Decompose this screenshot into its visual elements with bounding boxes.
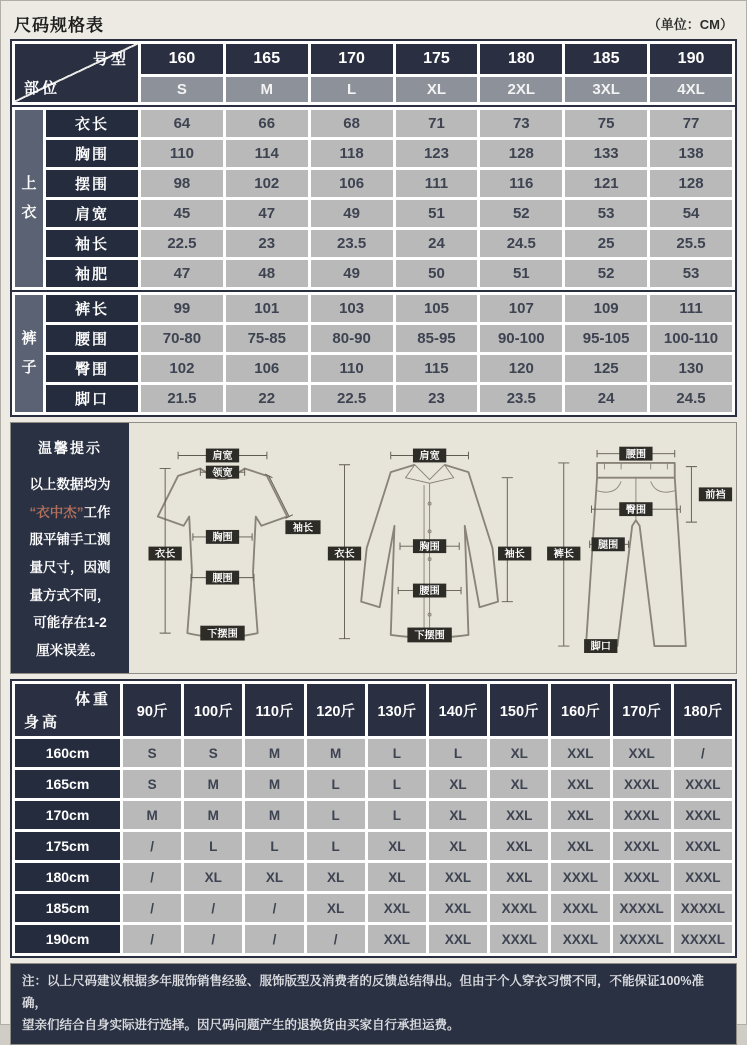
model-header-cell: 160 xyxy=(141,44,223,74)
weight-header-cell: 120斤 xyxy=(307,684,365,736)
size-header-cell: M xyxy=(226,77,308,102)
data-cell: 52 xyxy=(565,260,647,287)
height-weight-table-body xyxy=(12,681,735,956)
height-label: 165cm xyxy=(15,770,120,798)
model-header-cell: 185 xyxy=(565,44,647,74)
fit-corner-top: 体重 xyxy=(74,691,111,708)
fit-cell: / xyxy=(123,894,181,922)
shirt-sleeve-label: 袖长 xyxy=(504,549,525,561)
model-header-cell: 175 xyxy=(396,44,478,74)
fit-cell: / xyxy=(674,739,732,767)
tips-line xyxy=(17,499,123,527)
fit-cell: M xyxy=(184,770,242,798)
data-cell: 45 xyxy=(141,200,223,227)
shirt-chest-label: 胸围 xyxy=(419,541,440,553)
table-row xyxy=(15,925,732,953)
weight-header-cell: 110斤 xyxy=(245,684,303,736)
row-label: 衣长 xyxy=(46,110,138,137)
row-label: 裤长 xyxy=(46,295,138,322)
pants-front-rise-label: 前裆 xyxy=(704,490,726,502)
data-cell: 105 xyxy=(396,295,478,322)
fit-cell: XXXL xyxy=(613,801,671,829)
fit-cell: / xyxy=(123,925,181,953)
data-cell: 77 xyxy=(650,110,732,137)
table-row xyxy=(15,170,732,197)
shirt-shoulder-label: 肩宽 xyxy=(419,451,440,463)
fit-cell: L xyxy=(368,801,426,829)
height-label: 160cm xyxy=(15,739,120,767)
height-label: 185cm xyxy=(15,894,120,922)
data-cell: 24 xyxy=(396,230,478,257)
height-label: 180cm xyxy=(15,863,120,891)
data-cell: 73 xyxy=(480,110,562,137)
size-group-table xyxy=(12,292,735,415)
height-label: 190cm xyxy=(15,925,120,953)
pants-diagram xyxy=(536,437,735,659)
data-cell: 53 xyxy=(650,260,732,287)
data-cell: 116 xyxy=(480,170,562,197)
size-corner-top: 号型 xyxy=(92,51,129,68)
model-header-cell: 180 xyxy=(480,44,562,74)
data-cell: 102 xyxy=(226,170,308,197)
data-cell: 85-95 xyxy=(396,325,478,352)
tips-title: 温馨提示 xyxy=(38,440,102,456)
table-row xyxy=(15,260,732,287)
pants-hip-label: 臀围 xyxy=(625,504,646,516)
tshirt-collar-label: 领宽 xyxy=(212,467,234,479)
data-cell: 23.5 xyxy=(311,230,393,257)
model-header-cell: 170 xyxy=(311,44,393,74)
fit-cell: XXL xyxy=(551,770,609,798)
data-cell: 80-90 xyxy=(311,325,393,352)
row-label: 臀围 xyxy=(46,355,138,382)
data-cell: 24 xyxy=(565,385,647,412)
fit-cell: XL xyxy=(429,801,487,829)
weight-header-cell: 150斤 xyxy=(490,684,548,736)
data-cell: 49 xyxy=(311,260,393,287)
size-header-cell: 4XL xyxy=(650,77,732,102)
tshirt-waist-label: 腰围 xyxy=(212,573,234,585)
pants-leg-opening-label: 脚口 xyxy=(590,641,611,653)
row-label: 肩宽 xyxy=(46,200,138,227)
table-row xyxy=(15,385,732,412)
data-cell: 25.5 xyxy=(650,230,732,257)
tshirt-hem-label: 下摆围 xyxy=(207,628,239,640)
data-cell: 25 xyxy=(565,230,647,257)
data-cell: 54 xyxy=(650,200,732,227)
table-row xyxy=(15,295,732,322)
tips-line: 以上数据均为 xyxy=(29,477,111,492)
fit-cell: XL xyxy=(490,739,548,767)
weight-header-cell: 170斤 xyxy=(613,684,671,736)
row-label: 腰围 xyxy=(46,325,138,352)
size-header-cell: L xyxy=(311,77,393,102)
table-row xyxy=(15,200,732,227)
fit-cell: XXXL xyxy=(674,863,732,891)
fit-cell: XXL xyxy=(429,894,487,922)
data-cell: 110 xyxy=(311,355,393,382)
fit-cell: M xyxy=(184,801,242,829)
size-table-tops-group xyxy=(12,105,735,290)
data-cell: 103 xyxy=(311,295,393,322)
fit-header-row xyxy=(15,684,732,736)
data-cell: 50 xyxy=(396,260,478,287)
fit-cell: XXL xyxy=(551,832,609,860)
data-cell: 23.5 xyxy=(480,385,562,412)
fit-cell: XXXL xyxy=(551,863,609,891)
fit-cell: L xyxy=(307,832,365,860)
data-cell: 111 xyxy=(396,170,478,197)
row-label: 摆围 xyxy=(46,170,138,197)
fit-cell: / xyxy=(245,894,303,922)
size-corner xyxy=(15,44,138,102)
model-header-cell: 165 xyxy=(226,44,308,74)
footnote-line: 注：以上尺码建议根据多年服饰销售经验、服饰版型及消费者的反馈总结得出。但由于个人穿衣习惯不同，不能保证100%准确， xyxy=(22,974,704,1010)
data-cell: 109 xyxy=(565,295,647,322)
height-label: 170cm xyxy=(15,801,120,829)
table-row xyxy=(15,801,732,829)
diagram-panel xyxy=(129,423,736,673)
fit-cell: XXXXL xyxy=(613,894,671,922)
data-cell: 68 xyxy=(311,110,393,137)
page-title: 尺码规格表 xyxy=(14,15,104,35)
fit-cell: / xyxy=(123,832,181,860)
fit-cell: XXL xyxy=(613,739,671,767)
data-cell: 71 xyxy=(396,110,478,137)
data-cell: 133 xyxy=(565,140,647,167)
tips-line: 可能存在1-2 xyxy=(33,615,107,631)
tips-line-rest: 工作 xyxy=(83,504,111,520)
data-cell: 66 xyxy=(226,110,308,137)
fit-cell: XXXL xyxy=(674,770,732,798)
size-header-cell: 3XL xyxy=(565,77,647,102)
data-cell: 123 xyxy=(396,140,478,167)
shirt-length-label: 衣长 xyxy=(334,549,355,561)
data-cell: 107 xyxy=(480,295,562,322)
fit-cell: XXXL xyxy=(613,832,671,860)
fit-cell: XL xyxy=(368,863,426,891)
weight-header-cell: 180斤 xyxy=(674,684,732,736)
data-cell: 22.5 xyxy=(311,385,393,412)
table-row xyxy=(15,739,732,767)
fit-cell: L xyxy=(368,739,426,767)
fit-cell: / xyxy=(184,925,242,953)
table-row xyxy=(15,863,732,891)
data-cell: 128 xyxy=(650,170,732,197)
data-cell: 121 xyxy=(565,170,647,197)
fit-cell: XXL xyxy=(551,801,609,829)
fit-cell: XXL xyxy=(490,863,548,891)
tips-panel xyxy=(11,423,129,673)
brand-name: “衣中杰” xyxy=(29,504,84,520)
row-label: 袖长 xyxy=(46,230,138,257)
fit-cell: XXXXL xyxy=(674,925,732,953)
data-cell: 24.5 xyxy=(650,385,732,412)
fit-cell: / xyxy=(123,863,181,891)
data-cell: 99 xyxy=(141,295,223,322)
table-row xyxy=(15,325,732,352)
data-cell: 75-85 xyxy=(226,325,308,352)
fit-cell: XXL xyxy=(490,801,548,829)
height-label: 175cm xyxy=(15,832,120,860)
fit-cell: L xyxy=(184,832,242,860)
tshirt-shoulder-label: 肩宽 xyxy=(212,451,234,463)
data-cell: 48 xyxy=(226,260,308,287)
fit-cell: XXXXL xyxy=(674,894,732,922)
table-row xyxy=(15,832,732,860)
fit-cell: M xyxy=(123,801,181,829)
size-group-table xyxy=(12,107,735,290)
data-cell: 22 xyxy=(226,385,308,412)
data-cell: 24.5 xyxy=(480,230,562,257)
shirt-hem-label: 下摆围 xyxy=(414,630,445,642)
fit-cell: / xyxy=(184,894,242,922)
fit-corner xyxy=(15,684,120,736)
data-cell: 98 xyxy=(141,170,223,197)
data-cell: 120 xyxy=(480,355,562,382)
fit-cell: XXXL xyxy=(551,894,609,922)
fit-cell: XL xyxy=(429,832,487,860)
footnote xyxy=(10,963,737,1045)
fit-cell: L xyxy=(368,770,426,798)
fit-cell: XXL xyxy=(429,925,487,953)
table-row xyxy=(15,140,732,167)
tips-line: 厘米误差。 xyxy=(36,643,104,659)
fit-corner-bottom: 身高 xyxy=(24,714,61,731)
tips-line: 量尺寸，因测 xyxy=(29,560,111,576)
size-header-cell: S xyxy=(141,77,223,102)
data-cell: 106 xyxy=(226,355,308,382)
data-cell: 47 xyxy=(141,260,223,287)
size-table-header xyxy=(12,41,735,105)
size-spec-table xyxy=(10,39,737,417)
data-cell: 23 xyxy=(226,230,308,257)
data-cell: 106 xyxy=(311,170,393,197)
row-label: 脚口 xyxy=(46,385,138,412)
data-cell: 110 xyxy=(141,140,223,167)
fit-cell: XXL xyxy=(429,863,487,891)
data-cell: 21.5 xyxy=(141,385,223,412)
pants-thigh-label: 腿围 xyxy=(597,540,618,551)
fit-cell: XL xyxy=(307,894,365,922)
table-row xyxy=(15,110,732,137)
fit-cell: L xyxy=(307,770,365,798)
fit-cell: S xyxy=(123,739,181,767)
fit-cell: XL xyxy=(184,863,242,891)
group-label: 上衣 xyxy=(15,110,43,287)
data-cell: 102 xyxy=(141,355,223,382)
data-cell: 100-110 xyxy=(650,325,732,352)
table-row xyxy=(15,355,732,382)
page-header xyxy=(10,7,737,39)
data-cell: 138 xyxy=(650,140,732,167)
fit-cell: XXXL xyxy=(674,832,732,860)
fit-table xyxy=(12,681,735,956)
row-label: 胸围 xyxy=(46,140,138,167)
data-cell: 130 xyxy=(650,355,732,382)
footnote-line: 望亲们结合自身实际进行选择。因尺码问题产生的退换货由买家自行承担运费。 xyxy=(22,1017,460,1032)
tshirt-diagram xyxy=(130,437,324,659)
fit-cell: XL xyxy=(245,863,303,891)
size-table-pants-group xyxy=(12,290,735,415)
fit-cell: XXL xyxy=(368,894,426,922)
weight-header-cell: 140斤 xyxy=(429,684,487,736)
height-weight-table xyxy=(10,679,737,958)
data-cell: 118 xyxy=(311,140,393,167)
fit-cell: XXXL xyxy=(490,894,548,922)
fit-cell: M xyxy=(245,801,303,829)
weight-header-cell: 130斤 xyxy=(368,684,426,736)
fit-cell: / xyxy=(307,925,365,953)
data-cell: 95-105 xyxy=(565,325,647,352)
fit-cell: XXL xyxy=(368,925,426,953)
data-cell: 23 xyxy=(396,385,478,412)
weight-header-cell: 160斤 xyxy=(551,684,609,736)
shirt-waist-label: 腰围 xyxy=(419,586,440,598)
fit-cell: L xyxy=(245,832,303,860)
table-row xyxy=(15,230,732,257)
data-cell: 53 xyxy=(565,200,647,227)
row-label: 袖肥 xyxy=(46,260,138,287)
data-cell: 115 xyxy=(396,355,478,382)
data-cell: 52 xyxy=(480,200,562,227)
data-cell: 114 xyxy=(226,140,308,167)
data-cell: 128 xyxy=(480,140,562,167)
fit-cell: XXXL xyxy=(490,925,548,953)
fit-cell: M xyxy=(307,739,365,767)
fit-cell: XXL xyxy=(551,739,609,767)
fit-cell: M xyxy=(245,770,303,798)
data-cell: 64 xyxy=(141,110,223,137)
tshirt-sleeve-label: 袖长 xyxy=(293,522,314,534)
fit-cell: L xyxy=(429,739,487,767)
fit-cell: XXXXL xyxy=(613,925,671,953)
measurement-band xyxy=(10,422,737,674)
fit-cell: S xyxy=(123,770,181,798)
fit-cell: XXXL xyxy=(613,863,671,891)
fit-cell: XXL xyxy=(490,832,548,860)
size-header-table xyxy=(12,41,735,105)
table-row xyxy=(15,894,732,922)
fit-cell: S xyxy=(184,739,242,767)
weight-header-cell: 100斤 xyxy=(184,684,242,736)
fit-cell: XXXL xyxy=(674,801,732,829)
fit-cell: XL xyxy=(490,770,548,798)
fit-cell: XL xyxy=(307,863,365,891)
data-cell: 49 xyxy=(311,200,393,227)
fit-cell: XXXL xyxy=(551,925,609,953)
fit-cell: XL xyxy=(368,832,426,860)
data-cell: 75 xyxy=(565,110,647,137)
data-cell: 125 xyxy=(565,355,647,382)
model-header-cell: 190 xyxy=(650,44,732,74)
data-cell: 101 xyxy=(226,295,308,322)
fit-cell: / xyxy=(245,925,303,953)
data-cell: 70-80 xyxy=(141,325,223,352)
unit-label: （单位：CM） xyxy=(647,16,733,32)
fit-cell: XXXL xyxy=(613,770,671,798)
size-corner-bottom: 部位 xyxy=(24,80,61,97)
size-header-cell: XL xyxy=(396,77,478,102)
fit-cell: L xyxy=(307,801,365,829)
table-row xyxy=(15,770,732,798)
data-cell: 22.5 xyxy=(141,230,223,257)
data-cell: 111 xyxy=(650,295,732,322)
tshirt-length-label: 衣长 xyxy=(155,549,176,561)
weight-header-cell: 90斤 xyxy=(123,684,181,736)
data-cell: 51 xyxy=(396,200,478,227)
group-label: 裤子 xyxy=(15,295,43,412)
data-cell: 47 xyxy=(226,200,308,227)
fit-cell: M xyxy=(245,739,303,767)
tips-line: 服平铺手工测 xyxy=(29,532,111,548)
shirt-diagram xyxy=(326,437,534,659)
pants-waist-label: 腰围 xyxy=(625,449,646,461)
pants-length-label: 裤长 xyxy=(553,549,574,561)
data-cell: 90-100 xyxy=(480,325,562,352)
tips-line: 量方式不同， xyxy=(29,587,111,603)
data-cell: 51 xyxy=(480,260,562,287)
tshirt-chest-label: 胸围 xyxy=(212,532,234,544)
size-header-cell: 2XL xyxy=(480,77,562,102)
fit-cell: XL xyxy=(429,770,487,798)
